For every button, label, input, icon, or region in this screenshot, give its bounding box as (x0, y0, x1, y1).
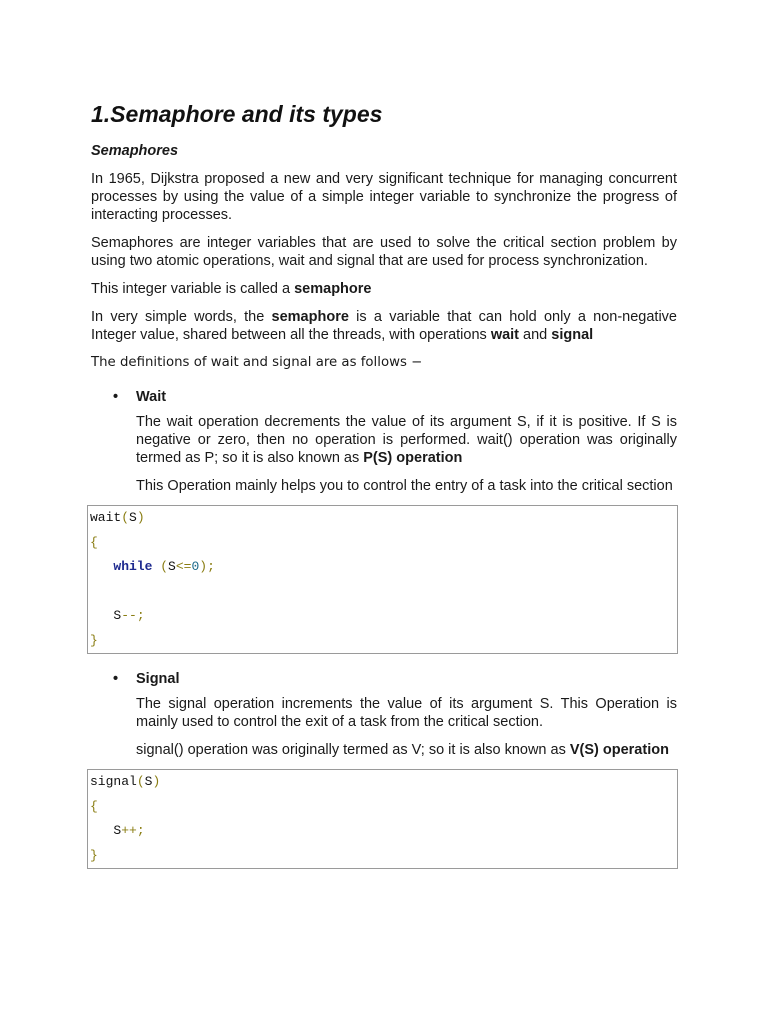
wait-code-block (87, 505, 678, 654)
semaphore-term-paragraph (91, 280, 677, 298)
simple-words-e: and (519, 327, 552, 343)
code-token: wait (90, 510, 122, 525)
code-token: ++ (121, 823, 137, 838)
code-token: S (168, 559, 176, 574)
code-token: S (144, 774, 153, 789)
code-token: <= (175, 559, 192, 574)
code-line: } (90, 632, 98, 648)
section-subheading: Semaphores (91, 143, 179, 159)
code-token: ); (199, 559, 215, 574)
signal-description: The signal operation increments the value of its argument S. This Operation is mainly used to control the exit of a task from the critical section. (136, 696, 677, 730)
code-token: ) (136, 510, 145, 525)
code-line (90, 770, 677, 795)
code-line (90, 604, 677, 629)
simple-words-paragraph (91, 308, 677, 344)
code-token: ) (152, 774, 161, 789)
code-token: S (113, 823, 122, 838)
semaphore-term-text: This integer variable is called a (91, 281, 295, 297)
code-line: { (90, 534, 98, 550)
wait-note: This Operation mainly helps you to control the entry of a task into the critical section (136, 478, 673, 494)
code-token: signal (90, 774, 137, 789)
definition-paragraph: Semaphores are integer variables that are used to solve the critical section problem by using two atomic operations, wait and signal that are used for process synchronization. (91, 235, 677, 269)
wait-desc-bold: P(S) operation (363, 450, 463, 466)
code-line: } (90, 847, 98, 863)
signal-note-text: signal() operation was originally termed as V; so it is also known as (136, 742, 570, 758)
code-token: S (129, 510, 137, 525)
code-line (90, 506, 677, 531)
signal-bullet-item (91, 670, 677, 688)
definitions-intro: The definitions of wait and signal are as follows − (91, 355, 423, 370)
signal-heading: Signal (136, 671, 180, 687)
code-token: 0 (191, 559, 200, 574)
signal-note (136, 741, 677, 759)
wait-description (136, 413, 677, 467)
code-token: S (113, 608, 122, 623)
document-content (91, 100, 677, 869)
code-token: ; (136, 823, 145, 838)
code-token (90, 559, 113, 574)
signal-code-block (87, 769, 678, 869)
code-token (90, 823, 113, 838)
wait-heading: Wait (136, 389, 167, 405)
simple-words-b: semaphore (271, 309, 349, 325)
code-token: while (113, 559, 153, 574)
wait-bullet-item (91, 388, 677, 406)
wait-body (136, 413, 677, 495)
simple-words-a: In very simple words, the (91, 309, 272, 325)
code-token (90, 608, 113, 623)
code-line (90, 580, 677, 605)
code-token: ; (136, 608, 145, 623)
code-line: { (90, 798, 98, 814)
simple-words-c: is a variable that can hold only a non-negative Integer value, shared between all the threads, with operations (91, 309, 677, 343)
semaphore-term-bold: semaphore (294, 281, 372, 297)
signal-note-bold: V(S) operation (569, 742, 669, 758)
bullet-icon: • (113, 389, 119, 405)
simple-words-d: wait (490, 327, 520, 343)
code-token: -- (121, 608, 137, 623)
code-token: ( (160, 559, 169, 574)
page-title: 1.Semaphore and its types (91, 101, 383, 127)
simple-words-f: signal (551, 327, 594, 343)
code-line (90, 555, 677, 580)
code-token: ( (121, 510, 130, 525)
signal-body (136, 695, 677, 759)
intro-paragraph: In 1965, Dijkstra proposed a new and very significant technique for managing concurrent processes by using the value of a simple integer variable to synchronize the progress of interacting processes. (91, 171, 677, 223)
code-token: ( (136, 774, 145, 789)
code-line (90, 819, 677, 844)
wait-desc-text: The wait operation decrements the value of its argument S, if it is positive. If S is negative or zero, then no operation is performed. wait() operation was originally termed as P; so it is also known as (136, 414, 677, 466)
bullet-icon: • (113, 671, 119, 687)
